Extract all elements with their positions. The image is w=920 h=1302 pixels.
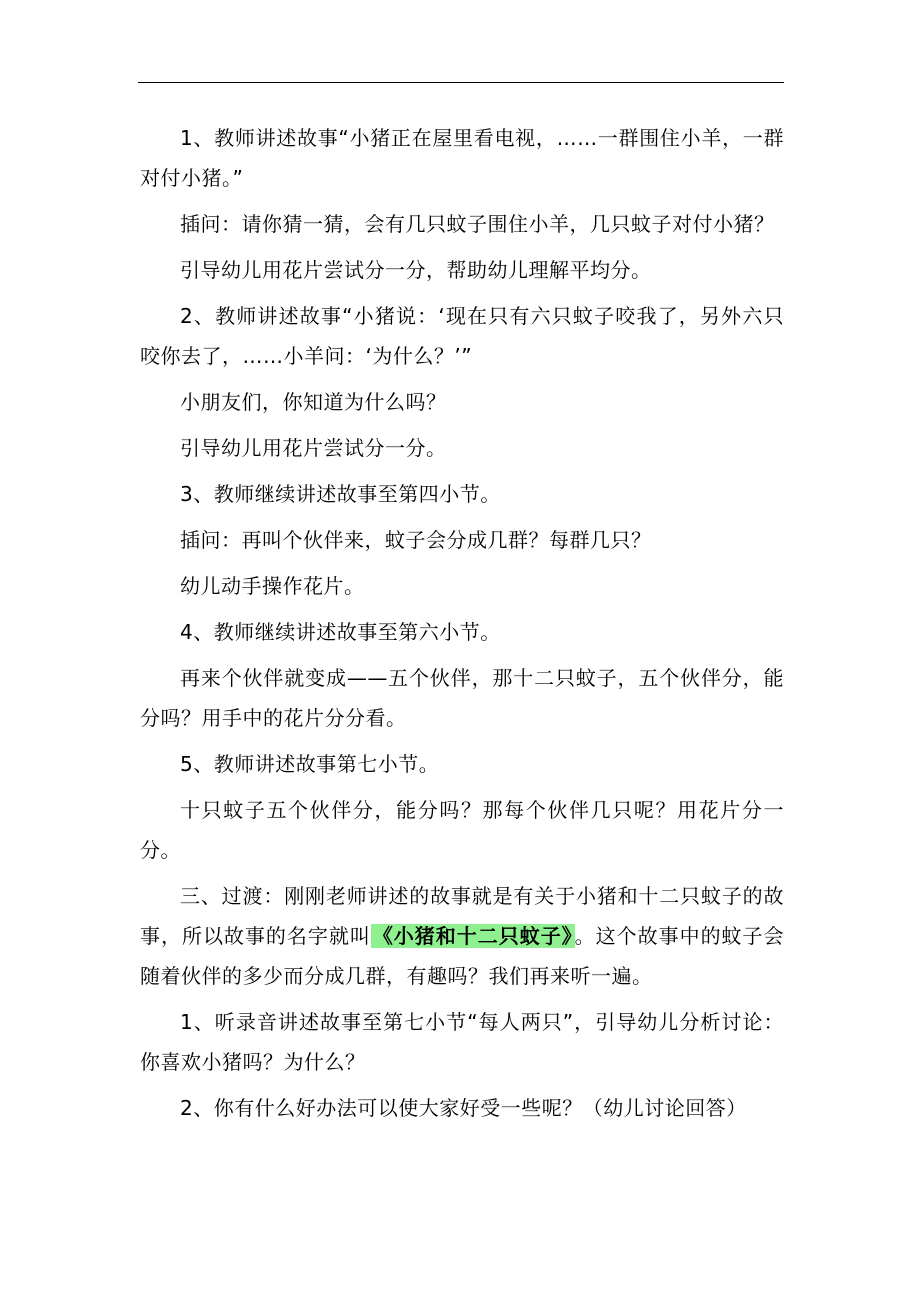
paragraph: 4、教师继续讲述故事至第六小节。: [180, 620, 501, 644]
paragraph: 幼儿动手操作花片。: [180, 574, 365, 598]
header-rule: [138, 82, 784, 83]
paragraph: 引导幼儿用花片尝试分一分。: [180, 436, 447, 460]
document-body: [140, 118, 784, 1134]
paragraph: 1、听录音讲述故事至第七小节“每人两只”，引导幼儿分析讨论：你喜欢小猪吗？为什么？: [140, 1010, 784, 1074]
paragraph: 3、教师继续讲述故事至第四小节。: [180, 482, 501, 506]
transition-text-before: 三、过渡：刚刚老师讲述的故事就是有关于小猪和十二只蚊子的故事，所以故事的名字就叫: [140, 884, 784, 948]
paragraph: 2、教师讲述故事“小猪说：‘现在只有六只蚊子咬我了，另外六只咬你去了，……小羊问：‘为什么？’”: [140, 304, 784, 368]
transition-paragraph: [140, 876, 784, 996]
paragraph: 5、教师讲述故事第七小节。: [180, 752, 440, 776]
paragraph: 再来个伙伴就变成——五个伙伴，那十二只蚊子，五个伙伴分，能分吗？用手中的花片分分看。: [140, 666, 784, 730]
paragraph: 插问：请你猜一猜，会有几只蚊子围住小羊，几只蚊子对付小猪？: [180, 212, 775, 236]
story-title-highlight: 《小猪和十二只蚊子》: [372, 924, 573, 948]
transition-text-after: 。这个故事中的蚊子会随着伙伴的多少而分成几群，有趣吗？我们再来听一遍。: [140, 924, 785, 988]
paragraph: 引导幼儿用花片尝试分一分，帮助幼儿理解平均分。: [180, 258, 652, 282]
paragraph: 插问：再叫个伙伴来，蚊子会分成几群？每群几只？: [180, 528, 652, 552]
paragraph: 1、教师讲述故事“小猪正在屋里看电视，……一群围住小羊，一群对付小猪。”: [140, 126, 784, 190]
paragraph: 小朋友们，你知道为什么吗？: [180, 390, 447, 414]
paragraph: 2、你有什么好办法可以使大家好受一些呢？（幼儿讨论回答）: [180, 1096, 747, 1120]
paragraph: 十只蚊子五个伙伴分，能分吗？那每个伙伴几只呢？用花片分一分。: [140, 798, 784, 862]
